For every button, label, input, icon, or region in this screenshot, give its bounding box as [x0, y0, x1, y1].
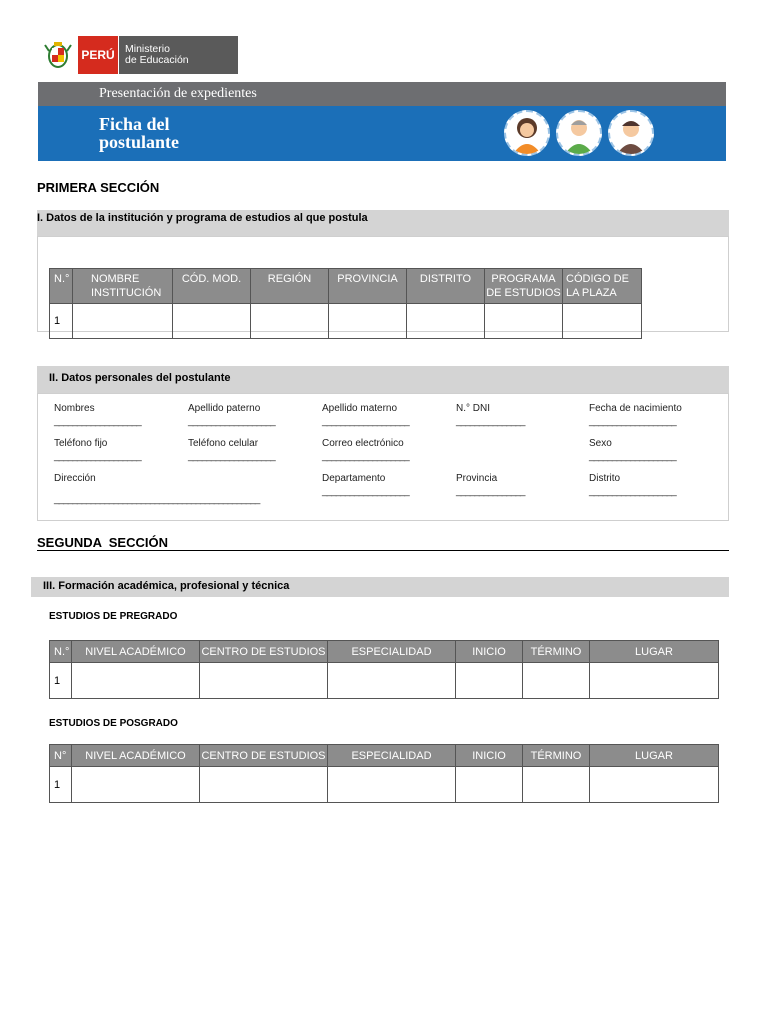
col-cod-mod: CÓD. MOD. — [173, 269, 251, 304]
table-row — [50, 663, 719, 699]
input-apellido-materno[interactable]: ___________________ — [322, 416, 409, 427]
row-number: 1 — [50, 304, 73, 339]
col-region: REGIÓN — [251, 269, 329, 304]
part1-title: I. Datos de la institución y programa de estudios al que postula — [37, 212, 368, 224]
label-sexo: Sexo — [589, 438, 612, 449]
col-lugar: LUGAR — [590, 641, 719, 663]
row-number: 1 — [50, 663, 72, 699]
ministry-line2: de Educación — [125, 54, 189, 66]
col-programa-estudios: PROGRAMA DE ESTUDIOS — [485, 269, 563, 304]
col-termino: TÉRMINO — [523, 745, 590, 767]
cell-lugar[interactable] — [590, 767, 719, 803]
cell-programa-estudios[interactable] — [485, 304, 563, 339]
banner-subtitle: Presentación de expedientes — [99, 86, 257, 101]
col-inicio: INICIO — [456, 745, 523, 767]
cell-region[interactable] — [251, 304, 329, 339]
input-correo[interactable]: ___________________ — [322, 451, 409, 462]
coat-of-arms-icon — [38, 36, 78, 74]
cell-nombre-institucion[interactable] — [73, 304, 173, 339]
cell-provincia[interactable] — [329, 304, 407, 339]
section1-title: PRIMERA SECCIÓN — [37, 180, 160, 195]
cell-lugar[interactable] — [590, 663, 719, 699]
part2-title: II. Datos personales del postulante — [49, 372, 231, 384]
table-row — [50, 304, 642, 339]
col-nivel-academico: NIVEL ACADÉMICO — [72, 641, 200, 663]
col-nivel-academico: NIVEL ACADÉMICO — [72, 745, 200, 767]
section2-title: SEGUNDA SECCIÓN — [37, 535, 168, 550]
input-departamento[interactable]: ___________________ — [322, 486, 409, 497]
posgrado-label: ESTUDIOS DE POSGRADO — [49, 718, 178, 729]
input-direccion[interactable]: _____________________________________________ — [54, 494, 260, 505]
col-inicio: INICIO — [456, 641, 523, 663]
col-codigo-plaza: CÓDIGO DE LA PLAZA — [563, 269, 642, 304]
col-especialidad: ESPECIALIDAD — [328, 641, 456, 663]
cell-especialidad[interactable] — [328, 767, 456, 803]
label-apellido-materno: Apellido materno — [322, 403, 398, 414]
input-telefono-celular[interactable]: ___________________ — [188, 451, 275, 462]
pregrado-label: ESTUDIOS DE PREGRADO — [49, 611, 178, 622]
cell-nivel-academico[interactable] — [72, 663, 200, 699]
posgrado-table-header — [50, 745, 719, 767]
label-apellido-paterno: Apellido paterno — [188, 403, 261, 414]
table-row — [50, 767, 719, 803]
institution-table — [49, 268, 642, 339]
ministry-line1: Ministerio — [125, 43, 170, 55]
page-title-line1: Ficha del — [99, 114, 170, 134]
label-correo: Correo electrónico — [322, 438, 404, 449]
cell-distrito[interactable] — [407, 304, 485, 339]
input-nombres[interactable]: ___________________ — [54, 416, 141, 427]
cell-inicio[interactable] — [456, 663, 523, 699]
section2-divider — [37, 550, 729, 551]
col-centro-estudios: CENTRO DE ESTUDIOS — [200, 641, 328, 663]
part1-bar — [37, 210, 729, 236]
cell-nivel-academico[interactable] — [72, 767, 200, 803]
col-numero: N° — [50, 745, 72, 767]
page-title-line2: postulante — [99, 132, 180, 152]
young-man-avatar-icon — [608, 110, 654, 156]
label-dni: N.° DNI — [456, 403, 490, 414]
page-title — [99, 115, 179, 151]
pregrado-table — [49, 640, 719, 699]
input-fecha-nacimiento[interactable]: ___________________ — [589, 416, 676, 427]
cell-centro-estudios[interactable] — [200, 663, 328, 699]
row-number: 1 — [50, 767, 72, 803]
cell-centro-estudios[interactable] — [200, 767, 328, 803]
institution-table-header — [50, 269, 642, 304]
label-telefono-celular: Teléfono celular — [188, 438, 259, 449]
col-numero: N.° — [50, 269, 73, 304]
input-apellido-paterno[interactable]: ___________________ — [188, 416, 275, 427]
label-distrito: Distrito — [589, 473, 621, 484]
cell-inicio[interactable] — [456, 767, 523, 803]
col-numero: N.° — [50, 641, 72, 663]
input-sexo[interactable]: ___________________ — [589, 451, 676, 462]
banner-title-bar — [38, 106, 726, 161]
col-especialidad: ESPECIALIDAD — [328, 745, 456, 767]
label-provincia: Provincia — [456, 473, 498, 484]
input-distrito[interactable]: ___________________ — [589, 486, 676, 497]
pregrado-table-header — [50, 641, 719, 663]
man-avatar-icon — [556, 110, 602, 156]
posgrado-table — [49, 744, 719, 803]
col-provincia: PROVINCIA — [329, 269, 407, 304]
cell-especialidad[interactable] — [328, 663, 456, 699]
part2-bar — [37, 366, 729, 393]
col-nombre-institucion: NOMBRE INSTITUCIÓN — [73, 269, 173, 304]
col-lugar: LUGAR — [590, 745, 719, 767]
input-dni[interactable]: _______________ — [456, 416, 525, 427]
minedu-logo — [38, 36, 238, 74]
ministry-name — [118, 36, 238, 74]
woman-avatar-icon — [504, 110, 550, 156]
part3-title: III. Formación académica, profesional y técnica — [43, 580, 290, 592]
banner-subtitle-bar — [38, 82, 726, 106]
cell-termino[interactable] — [523, 767, 590, 803]
label-direccion: Dirección — [54, 473, 96, 484]
cell-cod-mod[interactable] — [173, 304, 251, 339]
col-centro-estudios: CENTRO DE ESTUDIOS — [200, 745, 328, 767]
input-telefono-fijo[interactable]: ___________________ — [54, 451, 141, 462]
cell-termino[interactable] — [523, 663, 590, 699]
cell-codigo-plaza[interactable] — [563, 304, 642, 339]
label-fecha-nacimiento: Fecha de nacimiento — [589, 403, 682, 414]
label-departamento: Departamento — [322, 473, 386, 484]
peru-label: PERÚ — [78, 36, 118, 74]
col-distrito: DISTRITO — [407, 269, 485, 304]
label-nombres: Nombres — [54, 403, 95, 414]
input-provincia[interactable]: _______________ — [456, 486, 525, 497]
col-termino: TÉRMINO — [523, 641, 590, 663]
part3-bar — [31, 577, 729, 597]
label-telefono-fijo: Teléfono fijo — [54, 438, 108, 449]
